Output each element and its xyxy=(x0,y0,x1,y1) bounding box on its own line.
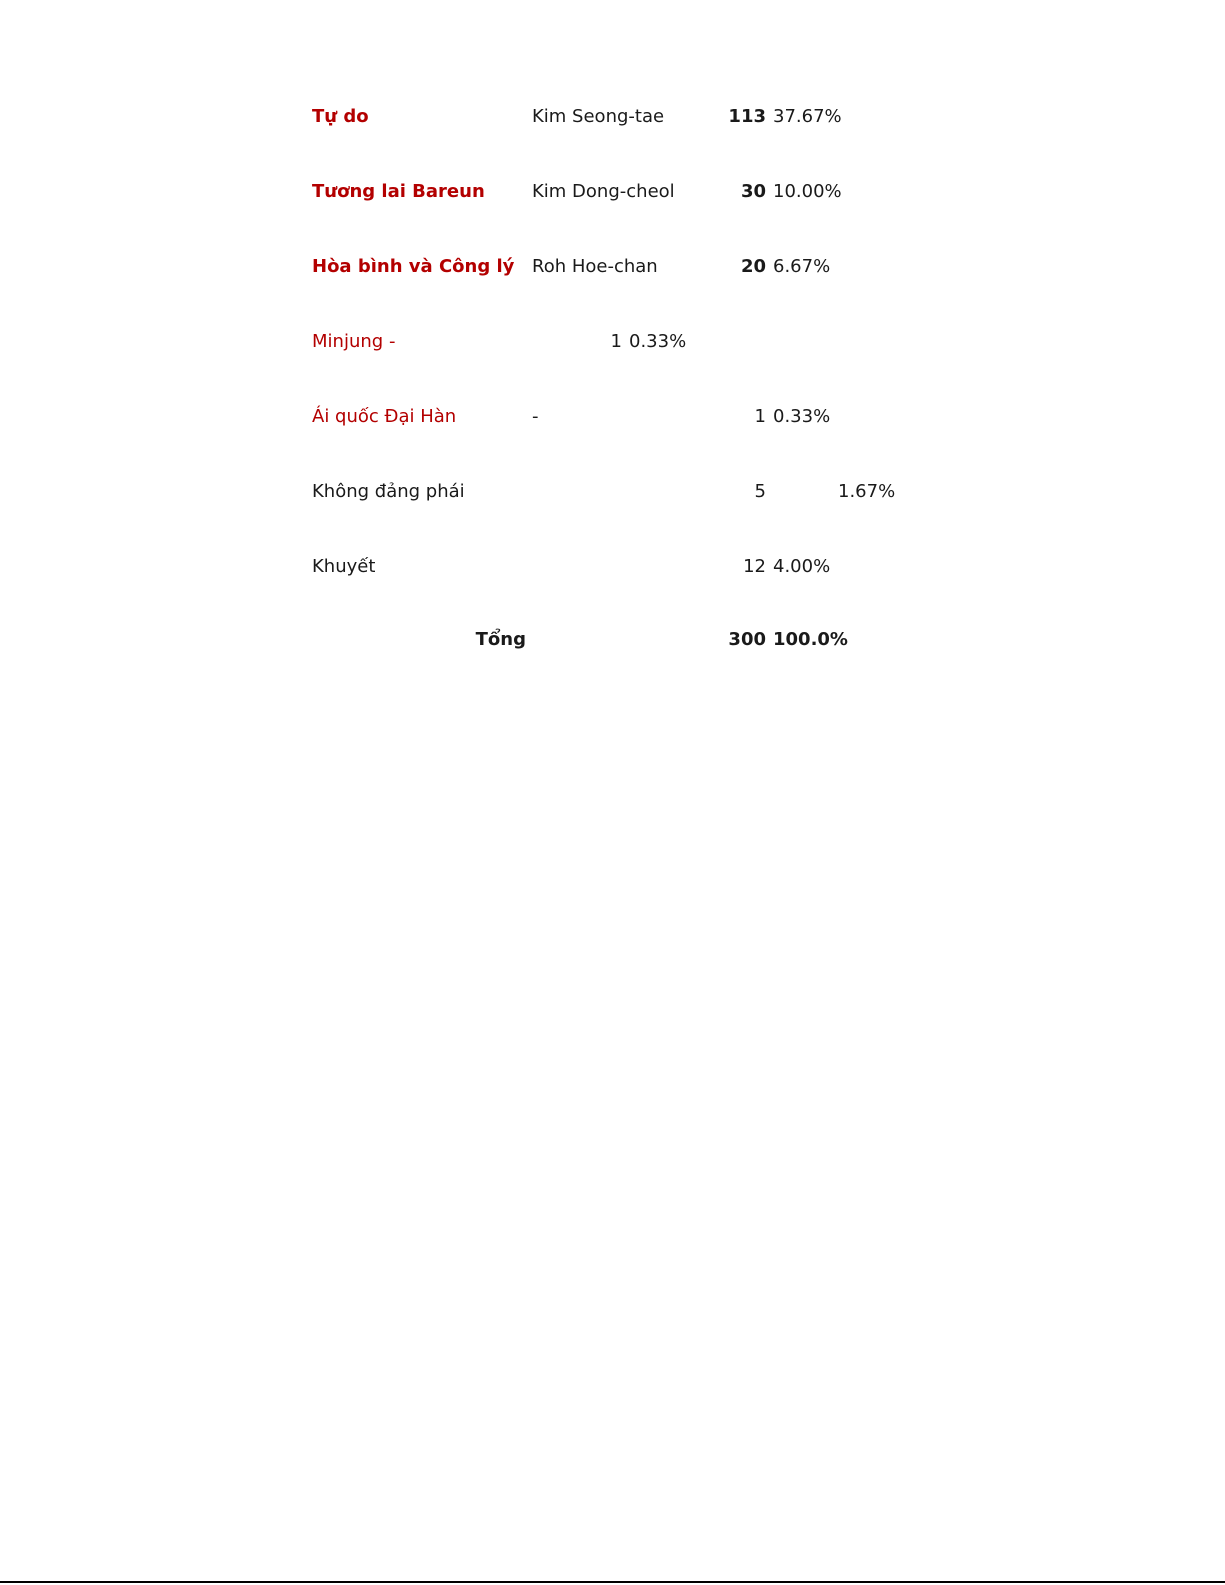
total-label: Tổng xyxy=(475,629,526,650)
seat-count: 5 xyxy=(754,481,766,502)
seat-percent: 6.67% xyxy=(773,256,831,277)
party-name: Tương lai Bareun xyxy=(312,181,485,202)
party-name: Khuyết xyxy=(312,556,376,577)
party-name: Ái quốc Đại Hàn xyxy=(312,406,457,427)
candidate-name: Kim Seong-tae xyxy=(532,106,665,127)
seat-count: 1 xyxy=(610,331,622,352)
candidate-name: Roh Hoe-chan xyxy=(532,256,658,277)
candidate-name: Kim Dong-cheol xyxy=(532,181,675,202)
party-name: Không đảng phái xyxy=(312,481,465,502)
seat-percent: 37.67% xyxy=(773,106,842,127)
party-name: Hòa bình và Công lý xyxy=(312,256,515,277)
seat-count: 12 xyxy=(743,556,766,577)
seat-percent: 4.00% xyxy=(773,556,831,577)
seat-count: 30 xyxy=(740,181,766,202)
seat-count: 1 xyxy=(754,406,766,427)
seat-percent: 0.33% xyxy=(629,331,687,352)
seat-percent: 10.00% xyxy=(773,181,842,202)
total-percent: 100.0% xyxy=(773,629,848,650)
candidate-name: - xyxy=(389,331,396,352)
seat-count: 20 xyxy=(740,256,766,277)
bottom-divider xyxy=(0,1581,1225,1583)
seat-count: 113 xyxy=(728,106,766,127)
candidate-name: - xyxy=(532,406,539,427)
seat-percent: 1.67% xyxy=(838,481,896,502)
seat-percent: 0.33% xyxy=(773,406,831,427)
total-seats: 300 xyxy=(728,629,766,650)
party-name: Minjung xyxy=(312,331,384,352)
party-name: Tự do xyxy=(312,106,369,127)
